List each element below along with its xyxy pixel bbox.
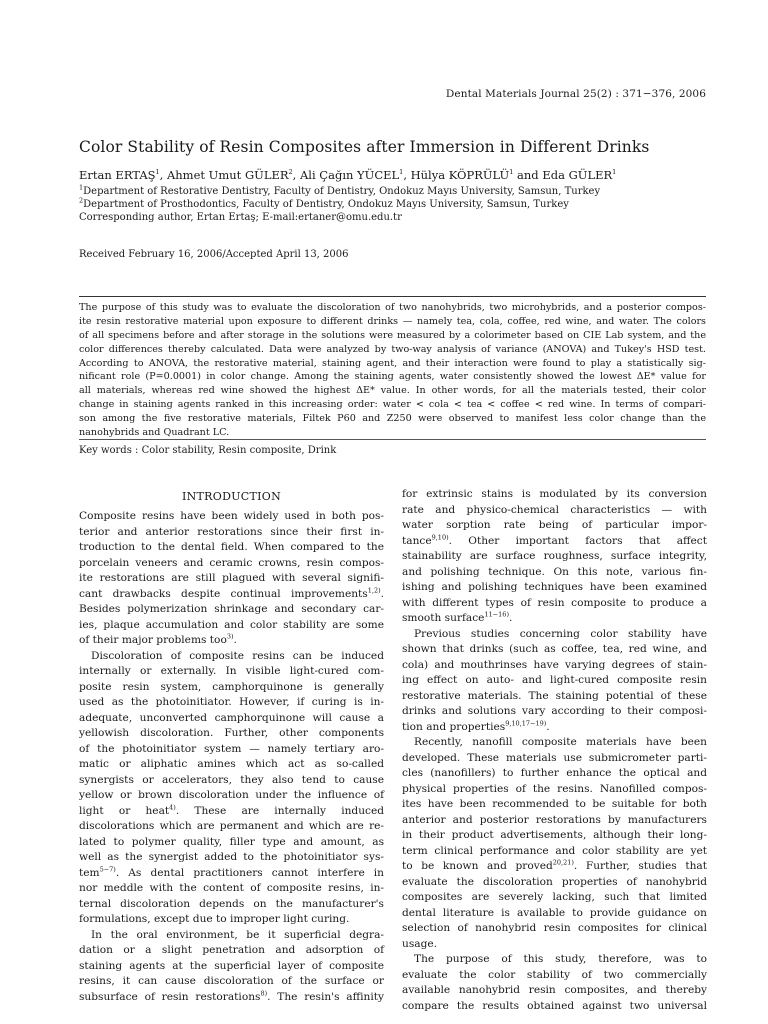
body-line: and polishing technique. On this note, various fin- <box>402 565 707 578</box>
body-line: yellow or brown discoloration under the influence of <box>79 789 384 801</box>
author-affiliation-sup: 1 <box>509 168 514 177</box>
body-line: ies, plaque accumulation and color stability are some <box>79 618 384 631</box>
author-affiliation-sup: 1 <box>155 168 160 177</box>
body-line: yellowish discoloration. Further, other components <box>79 727 384 739</box>
citation-superscript: 1,2) <box>367 585 381 594</box>
body-line: ing effect on auto- and light-cured composite resin <box>402 674 707 686</box>
abstract-line: all materials, whereas red wine showed the highest ΔE* value. In other words, for all the materials tested, their color <box>79 385 706 397</box>
author-affiliation-sup: 1 <box>612 168 617 177</box>
citation-superscript: 4) <box>169 802 176 811</box>
introduction-heading: INTRODUCTION <box>181 490 282 503</box>
affiliation-1 <box>79 183 601 197</box>
body-line: matic or aliphatic amines which act as so-called <box>79 758 384 770</box>
body-line: formulations, except due to improper light curing. <box>79 913 350 925</box>
body-line: composites are severely lacking, such that limited <box>402 891 707 903</box>
body-line: Discoloration of composite resins can be induced <box>91 649 384 662</box>
article-title: Color Stability of Resin Composites after Immersion in Different Drinks <box>79 138 650 156</box>
body-line: discolorations which are permanent and which are re- <box>79 820 384 832</box>
affiliation-1-sup: 1 <box>79 183 84 192</box>
citation-superscript: 3) <box>226 632 234 641</box>
body-line: cles (nanofillers) to further enhance the optical and <box>402 767 707 779</box>
citation-superscript: 5−7) <box>99 864 116 873</box>
abstract-line: color differences thereby calculated. Data were analyzed by two-way analysis of variance (ANOVA) and Tukey's HSD test. <box>79 343 706 355</box>
body-line: developed. These materials use submicrometer parti- <box>402 751 707 764</box>
body-line: for extrinsic stains is modulated by its conversion <box>402 488 707 500</box>
body-line: ternal discoloration depends on the manufacturer's <box>79 897 384 910</box>
abstract-line: ite resin restorative material upon exposure to different drinks — namely tea, cola, coffee, red wine, and water. The colors <box>79 315 706 327</box>
abstract-line: According to ANOVA, the restorative material, staining agent, and their interaction were found to play a statistically sig- <box>79 357 706 369</box>
body-line: tion and properties$^{9,10,17-19)}$. <box>402 718 550 733</box>
body-line: in their product advertisements, although their long- <box>402 829 707 841</box>
body-line: tance$^{9,10)}$. Other important factors that affect <box>402 532 707 547</box>
citation-superscript: 20,21) <box>552 858 574 867</box>
body-line: compare the results obtained against two universal <box>402 999 707 1012</box>
body-line: smooth surface$^{11-16)}$. <box>402 610 513 624</box>
abstract <box>79 301 706 440</box>
citation-superscript: 11−16) <box>484 610 509 619</box>
body-line: adequate, unconverted camphorquinone will cause a <box>79 711 384 724</box>
body-line: Previous studies concerning color stability have <box>414 627 707 640</box>
corresponding-author: Corresponding author, Ertan Ertaş; E-mail:ertaner@omu.edu.tr <box>79 212 402 223</box>
abstract-line: son among the five restorative materials, Filtek P60 and Z250 were observed to manifest less color change than the <box>79 413 706 425</box>
body-line: well as the synergist added to the photoinitiator sys- <box>79 851 384 863</box>
body-line: posite resin system, camphorquinone is generally <box>79 680 384 693</box>
author-name: Hülya KÖPRÜLÜ <box>410 168 510 182</box>
body-line: water sorption rate being of particular impor- <box>402 519 707 531</box>
body-line: synergists or accelerators, they also tend to cause <box>79 773 384 786</box>
body-line: staining agents at the superficial layer of composite <box>79 959 384 972</box>
author-affiliation-sup: 1 <box>399 168 404 177</box>
received-dates: Received February 16, 2006/Accepted April 13, 2006 <box>79 249 349 260</box>
body-line: Composite resins have been widely used in both pos- <box>79 510 384 522</box>
author-name: Ali Çağın YÜCEL <box>299 168 400 182</box>
affiliation-1-text: Department of Restorative Dentistry, Faculty of Dentistry, Ondokuz Mayıs University, Samsun, Turkey <box>83 186 601 197</box>
abstract-line: of all specimens before and after storage in the solutions were measured by a colorimeter based on CIE Lab system, and the <box>79 329 706 341</box>
author-name: Eda GÜLER <box>542 168 613 182</box>
body-line: rate and physico-chemical characteristics — with <box>402 503 707 516</box>
body-line: cola) and mouthrinses have varying degrees of stain- <box>402 658 707 671</box>
body-line: evaluate the color stability of two commercially <box>402 968 707 981</box>
body-line: In the oral environment, be it superficial degra- <box>91 928 384 941</box>
body-line: troduction to the dental field. When compared to the <box>79 541 384 553</box>
body-line: physical properties of the resins. Nanofilled compos- <box>402 782 707 795</box>
affiliation-2-sup: 2 <box>79 196 84 205</box>
body-line: lated to polymer quality, filler type and amount, as <box>79 835 384 848</box>
affiliation-2-text: Department of Prosthodontics, Faculty of Dentistry, Ondokuz Mayıs University, Samsun, Turkey <box>83 199 569 210</box>
body-line: available nanohybrid resin composites, and thereby <box>402 984 707 996</box>
body-line: restorative materials. The staining potential of these <box>402 689 707 702</box>
citation-superscript: 9,10) <box>431 532 449 541</box>
journal-citation: Dental Materials Journal 25(2) : 371−376, 2006 <box>445 88 706 100</box>
author-affiliation-sup: 2 <box>288 168 293 177</box>
author-name: Ahmet Umut GÜLER <box>166 168 289 182</box>
body-line: tem$^{5-7)}$. As dental practitioners cannot interfere in <box>79 864 384 879</box>
body-line: dental literature is available to provide guidance on <box>402 906 707 919</box>
body-line: usage. <box>402 937 437 950</box>
body-line: subsurface of resin restorations$^{8)}$. The resin's affinity <box>79 988 384 1003</box>
body-line: light or heat$^{4)}$. These are internally induced <box>79 802 385 817</box>
body-line: ite restorations are still plagued with several signifi- <box>79 572 384 584</box>
body-line: resins, it can cause discoloration of the surface or <box>79 975 384 987</box>
abstract-line: nificant role (P=0.0001) in color change. Among the staining agents, water consistently showed the lowest ΔE* value for <box>79 371 706 383</box>
body-line: ishing and polishing techniques have been examined <box>402 581 707 593</box>
citation-superscript: 9,10,17−19) <box>505 718 547 727</box>
abstract-bottom-rule <box>79 439 706 440</box>
abstract-line: nanohybrids and Quadrant LC. <box>79 427 230 439</box>
body-line: terior and anterior restorations since their first in- <box>79 525 384 538</box>
body-line: Besides polymerization shrinkage and secondary car- <box>79 603 384 615</box>
abstract-top-rule <box>79 296 706 297</box>
body-line: of their major problems too$^{3)}$. <box>79 632 237 646</box>
body-line: of the photoinitiator system — namely tertiary aro- <box>79 742 384 755</box>
author-list: Ertan ERTAŞ$^1$, Ahmet Umut GÜLER$^2$, Ali Çağın YÜCEL$^1$, Hülya KÖPRÜLÜ$^1$ and Eda GÜLER$^1$ <box>79 168 617 182</box>
abstract-line: The purpose of this study was to evaluate the discoloration of two nanohybrids, two microhybrids, and a posterior compos- <box>79 302 706 313</box>
body-line: Recently, nanofill composite materials have been <box>414 736 707 748</box>
body-line: term clinical performance and color stability are yet <box>402 844 707 857</box>
body-line: drinks and solutions vary according to their composi- <box>402 705 707 717</box>
author-name: Ertan ERTAŞ <box>79 168 156 182</box>
body-line: dation or a slight penetration and adsorption of <box>79 944 384 956</box>
body-line: used as the photoinitiator. However, if curing is in- <box>79 696 384 708</box>
body-line: ites have been recommended to be suitable for both <box>402 798 707 810</box>
affiliation-2 <box>79 196 569 210</box>
body-line: with different types of resin composite to produce a <box>402 596 707 609</box>
left-column <box>79 487 384 1005</box>
body-line: evaluate the discoloration properties of nanohybrid <box>402 875 707 888</box>
citation-superscript: 8) <box>260 988 268 997</box>
body-line: to be known and proved$^{20,21)}$. Further, studies that <box>402 858 707 872</box>
body-line: nor meddle with the content of composite resins, in- <box>79 882 384 894</box>
keywords: Key words : Color stability, Resin composite, Drink <box>79 445 337 456</box>
body-line: selection of nanohybrid resin composites for clinical <box>402 922 707 934</box>
body-line: stainability are surface roughness, surface integrity, <box>402 550 707 562</box>
body-line: shown that drinks (such as coffee, tea, red wine, and <box>402 643 707 655</box>
body-line: anterior and posterior restorations by manufacturers <box>402 813 707 826</box>
body-line: porcelain veneers and ceramic crowns, resin compos- <box>79 556 384 569</box>
abstract-line: change in staining agents ranked in this increasing order: water < cola < tea < coffee < red wine. In terms of compari- <box>79 399 706 411</box>
body-line: cant drawbacks despite continual improvements$^{1,2)}$. <box>79 585 384 600</box>
body-line: The purpose of this study, therefore, was to <box>414 953 707 965</box>
body-line: internally or externally. In visible light-cured com- <box>79 665 384 677</box>
right-column <box>402 487 707 1014</box>
